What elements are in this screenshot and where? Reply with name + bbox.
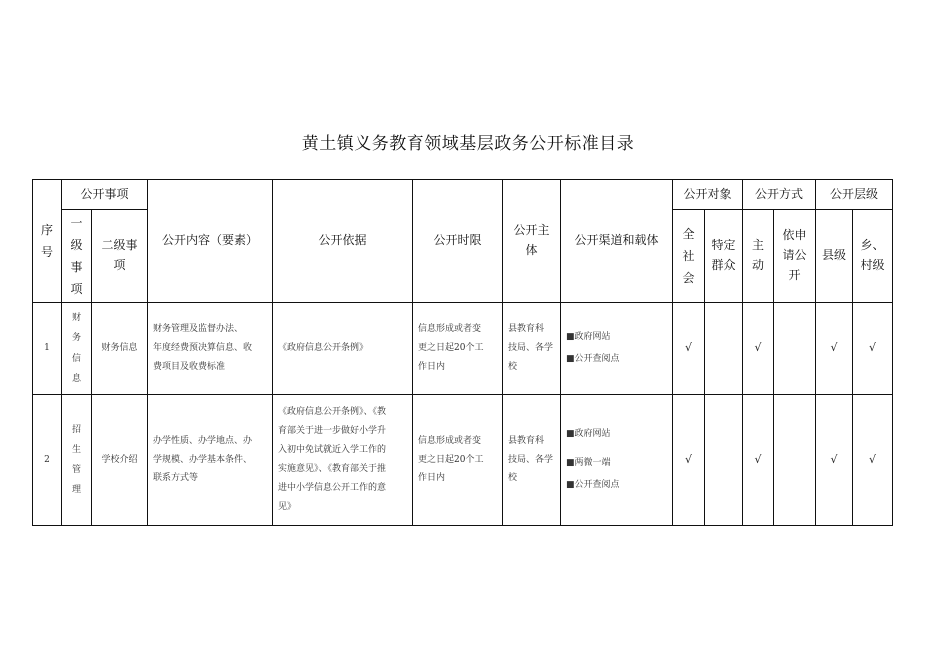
header-level2: 二级事 项 [92, 210, 148, 303]
check-mark: √ [816, 303, 853, 395]
row-level2: 学校介绍 [92, 395, 148, 526]
row-seq: 2 [33, 395, 62, 526]
empty-cell [705, 303, 743, 395]
header-matter: 公开事项 [62, 180, 148, 210]
header-level-county: 县级 [816, 210, 853, 303]
row-content: 财务管理及监督办法、 年度经费预决算信息、收 费项目及收费标准 [148, 303, 273, 395]
header-level1: 一 级 事 项 [62, 210, 92, 303]
check-mark: √ [743, 303, 774, 395]
table-row [33, 303, 893, 395]
header-target: 公开对象 [673, 180, 743, 210]
row-level1: 财 务 信 息 [62, 303, 92, 395]
empty-cell [774, 303, 816, 395]
row-content: 办学性质、办学地点、办 学规模、办学基本条件、 联系方式等 [148, 395, 273, 526]
row-level1: 招 生 管 理 [62, 395, 92, 526]
header-method-active: 主 动 [743, 210, 774, 303]
header-basis: 公开依据 [273, 180, 413, 303]
header-level: 公开层级 [816, 180, 893, 210]
row-time-limit: 信息形成或者变 更之日起20个工 作日内 [413, 303, 503, 395]
check-mark: √ [673, 303, 705, 395]
header-seq: 序 号 [33, 180, 62, 303]
row-seq: 1 [33, 303, 62, 395]
page-title: 黄土镇义务教育领域基层政务公开标准目录 [301, 134, 635, 154]
empty-cell [705, 395, 743, 526]
row-level2: 财务信息 [92, 303, 148, 395]
table-row [33, 395, 893, 526]
check-mark: √ [743, 395, 774, 526]
row-channels: ■政府网站 ■公开查阅点 [561, 303, 673, 395]
row-basis: 《政府信息公开条例》、《教 育部关于进一步做好小学升 入初中免试就近入学工作的 实施意见》、《教育部关于推 进中小学信息公开工作的意 见》 [273, 395, 413, 526]
header-content: 公开内容（要素） [148, 180, 273, 303]
header-method: 公开方式 [743, 180, 816, 210]
row-subject: 县教育科 技局、各学 校 [503, 395, 561, 526]
row-channels: ■政府网站 ■两微一端 ■公开查阅点 [561, 395, 673, 526]
header-level-village: 乡、 村级 [853, 210, 893, 303]
header-target-all: 全 社 会 [673, 210, 705, 303]
row-time-limit: 信息形成或者变 更之日起20个工 作日内 [413, 395, 503, 526]
check-mark: √ [816, 395, 853, 526]
header-subject: 公开主 体 [503, 180, 561, 303]
header-method-apply: 依申 请公 开 [774, 210, 816, 303]
empty-cell [774, 395, 816, 526]
check-mark: √ [853, 303, 893, 395]
row-subject: 县教育科 技局、各学 校 [503, 303, 561, 395]
check-mark: √ [853, 395, 893, 526]
header-target-specific: 特定 群众 [705, 210, 743, 303]
check-mark: √ [673, 395, 705, 526]
disclosure-table [32, 179, 893, 526]
header-time-limit: 公开时限 [413, 180, 503, 303]
header-channel: 公开渠道和载体 [561, 180, 673, 303]
row-basis: 《政府信息公开条例》 [273, 303, 413, 395]
